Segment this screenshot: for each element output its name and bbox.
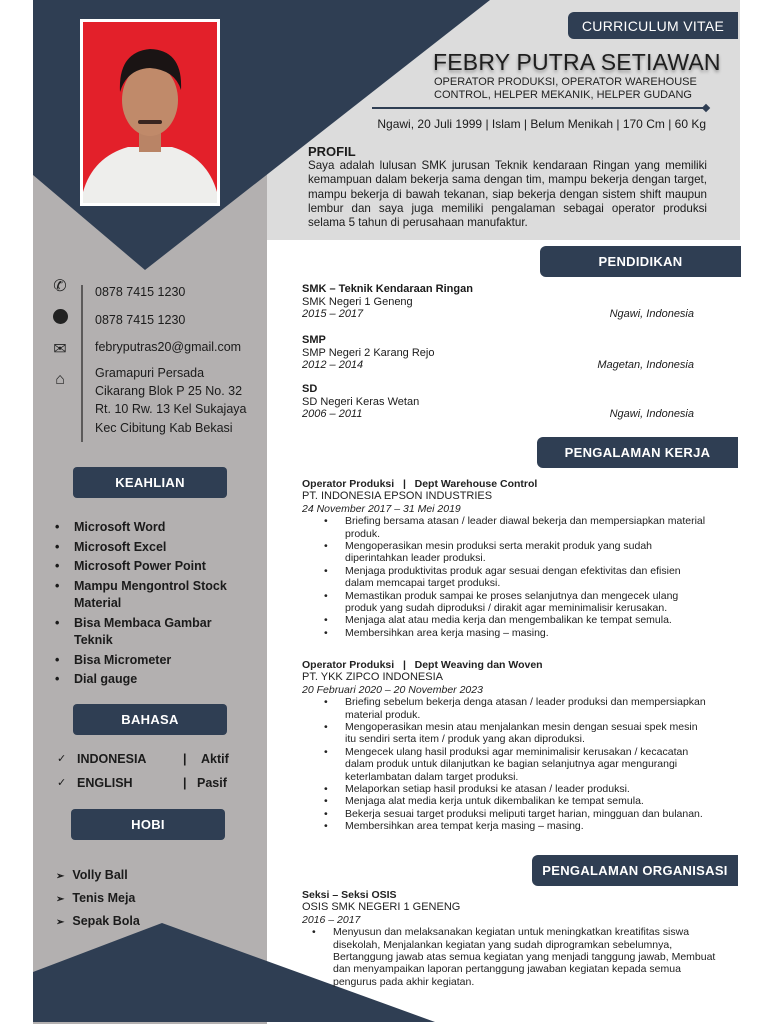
org-role: Seksi – Seksi OSIS	[302, 889, 397, 901]
mail-icon: ✉	[53, 341, 67, 358]
phone-icon: ✆	[53, 278, 67, 295]
languages-header: BAHASA	[73, 704, 227, 735]
task-item: • Melaporkan setiap hasil produksi ke atasan / leader produksi.	[324, 783, 708, 795]
org-name: OSIS SMK NEGERI 1 GENENG	[302, 901, 461, 914]
hobby-item	[56, 914, 140, 928]
job-role: Operator Produksi | Dept Weaving dan Woven	[302, 659, 543, 671]
personal-info: Ngawi, 20 Juli 1999 | Islam | Belum Menikah | 170 Cm | 60 Kg	[377, 117, 706, 131]
hobby-item	[56, 891, 135, 905]
language-row	[57, 776, 237, 792]
skill-item: • Mampu Mengontrol Stock Material	[55, 578, 230, 613]
email-address: febryputras20@gmail.com	[95, 340, 242, 354]
task-item: • Menjaga alat atau media kerja dan mengembalikan ke tempat semula.	[324, 614, 708, 626]
experience-header: PENGALAMAN KERJA	[537, 437, 738, 468]
education-years: 2006 – 2011	[302, 408, 363, 420]
task-item: • Membersihkan area tempat kerja masing – masing.	[324, 820, 708, 832]
language-name: ENGLISH	[77, 776, 133, 790]
address-line: Cikarang Blok P 25 No. 32	[95, 384, 243, 399]
education-item	[302, 383, 694, 421]
skill-item: • Microsoft Power Point	[55, 558, 230, 576]
task-item: • Mengecek ulang hasil produksi agar meminimalisir kerusakan / kecacatan dalam produk untuk dilanjutkan ke bagian selanjutnya agar mengurangi keterlambatan dalam target produksi.	[324, 746, 708, 783]
address-line: Gramapuri Persada	[95, 366, 205, 380]
language-level: Aktif	[201, 752, 229, 766]
education-years: 2015 – 2017	[302, 308, 364, 320]
cv-label: CURRICULUM VITAE	[568, 12, 738, 39]
job-tasks	[324, 515, 708, 639]
hobby-item	[56, 868, 128, 882]
experience-item	[302, 659, 708, 833]
education-school: SMP Negeri 2 Karang Rejo	[302, 346, 435, 359]
task-item: • Briefing bersama atasan / leader diawal bekerja dan mempersiapkan material produk.	[324, 515, 708, 540]
arrow-icon: ➢	[56, 894, 65, 905]
whatsapp-icon	[50, 309, 70, 327]
education-years: 2012 – 2014	[302, 359, 364, 371]
job-period: 24 November 2017 – 31 Mei 2019	[302, 502, 461, 515]
education-location: Ngawi, Indonesia	[609, 408, 694, 420]
profile-text: Saya adalah lulusan SMK jurusan Teknik kendaraan Ringan yang memiliki kemampuan dalam bekerja sama dengan tim, mampu bekerja dengan target, mampu bekerja di bawah tekanan, siap bekerja dengan sistem shift maupun lembur dan saya juga memiliki pengalaman sebagai operator produksi selama 5 tahun di perusahaan manufaktur.	[308, 159, 707, 230]
language-row	[57, 752, 237, 768]
skill-item: • Microsoft Excel	[55, 539, 230, 557]
organization-item	[302, 889, 722, 988]
roles-line: OPERATOR PRODUKSI, OPERATOR WAREHOUSE	[434, 76, 697, 88]
education-header: PENDIDIKAN	[540, 246, 741, 277]
check-icon: ✓	[57, 777, 67, 789]
language-level: Pasif	[197, 776, 227, 790]
skill-item: • Bisa Micrometer	[55, 652, 230, 670]
education-level: SMK – Teknik Kendaraan Ringan	[302, 283, 473, 295]
task-item: • Bekerja sesuai target produksi meliputi target harian, mingguan dan bulanan.	[324, 808, 708, 820]
skills-list	[55, 519, 230, 691]
task-item: • Menyusun dan melaksanakan kegiatan untuk meningkatkan kreatifitas siswa disekolah, Menjalankan kegiatan yang sudah diprogramkan sebelumnya, Bertanggung jawab atas semua kegiatan yang menjadi tanggung jawab, Membuat dan menyampaikan laporan pertanggung jawaban kegiatan kepada semua pengurus pada akhir kegiatan.	[312, 926, 722, 988]
organization-header: PENGALAMAN ORGANISASI	[532, 855, 738, 886]
address-line: Rt. 10 Rw. 13 Kel Sukajaya	[95, 402, 247, 417]
task-item: • Menjaga produktivitas produk agar sesuai dengan efektivitas dan efisien dalam memcapai target produksi.	[324, 565, 708, 590]
job-tasks	[324, 696, 708, 832]
education-level: SD	[302, 383, 318, 395]
whatsapp-number: 0878 7415 1230	[95, 313, 186, 327]
skill-item: • Dial gauge	[55, 671, 230, 689]
roles	[434, 76, 697, 102]
task-item: • Membersihkan area kerja masing – masing.	[324, 627, 708, 639]
full-name: FEBRY PUTRA SETIAWAN	[433, 49, 721, 75]
separator: |	[183, 752, 187, 766]
address	[95, 364, 246, 437]
skill-item: • Bisa Membaca Gambar Teknik	[55, 615, 230, 650]
job-company: PT. YKK ZIPCO INDONESIA	[302, 671, 443, 684]
org-period: 2016 – 2017	[302, 913, 361, 926]
task-item: • Briefing sebelum bekerja denga atasan / leader produksi dan mempersiapkan material produk.	[324, 696, 708, 721]
language-name: INDONESIA	[77, 752, 147, 766]
skills-header: KEAHLIAN	[73, 467, 227, 498]
arrow-icon: ➢	[56, 871, 65, 882]
hobby-label: Sepak Bola	[72, 914, 140, 928]
task-item: • Mengoperasikan mesin atau menjalankan mesin dengan sesuai spek mesin itu sendiri serta item / produk yang akan diproduksi.	[324, 721, 708, 746]
job-period: 20 Februari 2020 – 20 November 2023	[302, 683, 483, 696]
task-item: • Memastikan produk sampai ke proses selanjutnya dan mengecek ulang produk yang sudah diproduksi / dirakit agar meminimalisir kerusakan.	[324, 590, 708, 615]
education-location: Magetan, Indonesia	[597, 359, 694, 371]
profile-title: PROFIL	[308, 144, 356, 159]
skill-item: • Microsoft Word	[55, 519, 230, 537]
hobby-label: Volly Ball	[72, 868, 128, 882]
education-location: Ngawi, Indonesia	[609, 308, 694, 320]
education-level: SMP	[302, 334, 326, 346]
hobby-label: Tenis Meja	[72, 891, 136, 905]
phone-number: 0878 7415 1230	[95, 285, 186, 299]
roles-line: CONTROL, HELPER MEKANIK, HELPER GUDANG	[434, 89, 692, 101]
profile-photo	[80, 19, 220, 206]
address-line: Kec Cibitung Kab Bekasi	[95, 420, 233, 435]
experience-item	[302, 478, 708, 639]
hobbies-header: HOBI	[71, 809, 225, 840]
education-item	[302, 283, 694, 321]
education-school: SD Negeri Keras Wetan	[302, 395, 420, 408]
education-school: SMK Negeri 1 Geneng	[302, 295, 413, 308]
separator: |	[183, 776, 187, 790]
task-item: • Mengoperasikan mesin produksi serta merakit produk yang sudah diperintahkan leader produksi.	[324, 540, 708, 565]
person-photo-icon	[83, 22, 217, 203]
arrow-icon: ➢	[56, 917, 65, 928]
task-item: • Menjaga alat media kerja untuk dikembalikan ke tempat semula.	[324, 795, 708, 807]
job-role: Operator Produksi | Dept Warehouse Control	[302, 478, 538, 490]
job-company: PT. INDONESIA EPSON INDUSTRIES	[302, 490, 493, 503]
home-icon: ⌂	[55, 371, 65, 388]
org-tasks	[312, 926, 722, 988]
check-icon: ✓	[57, 753, 67, 765]
education-item	[302, 334, 694, 372]
